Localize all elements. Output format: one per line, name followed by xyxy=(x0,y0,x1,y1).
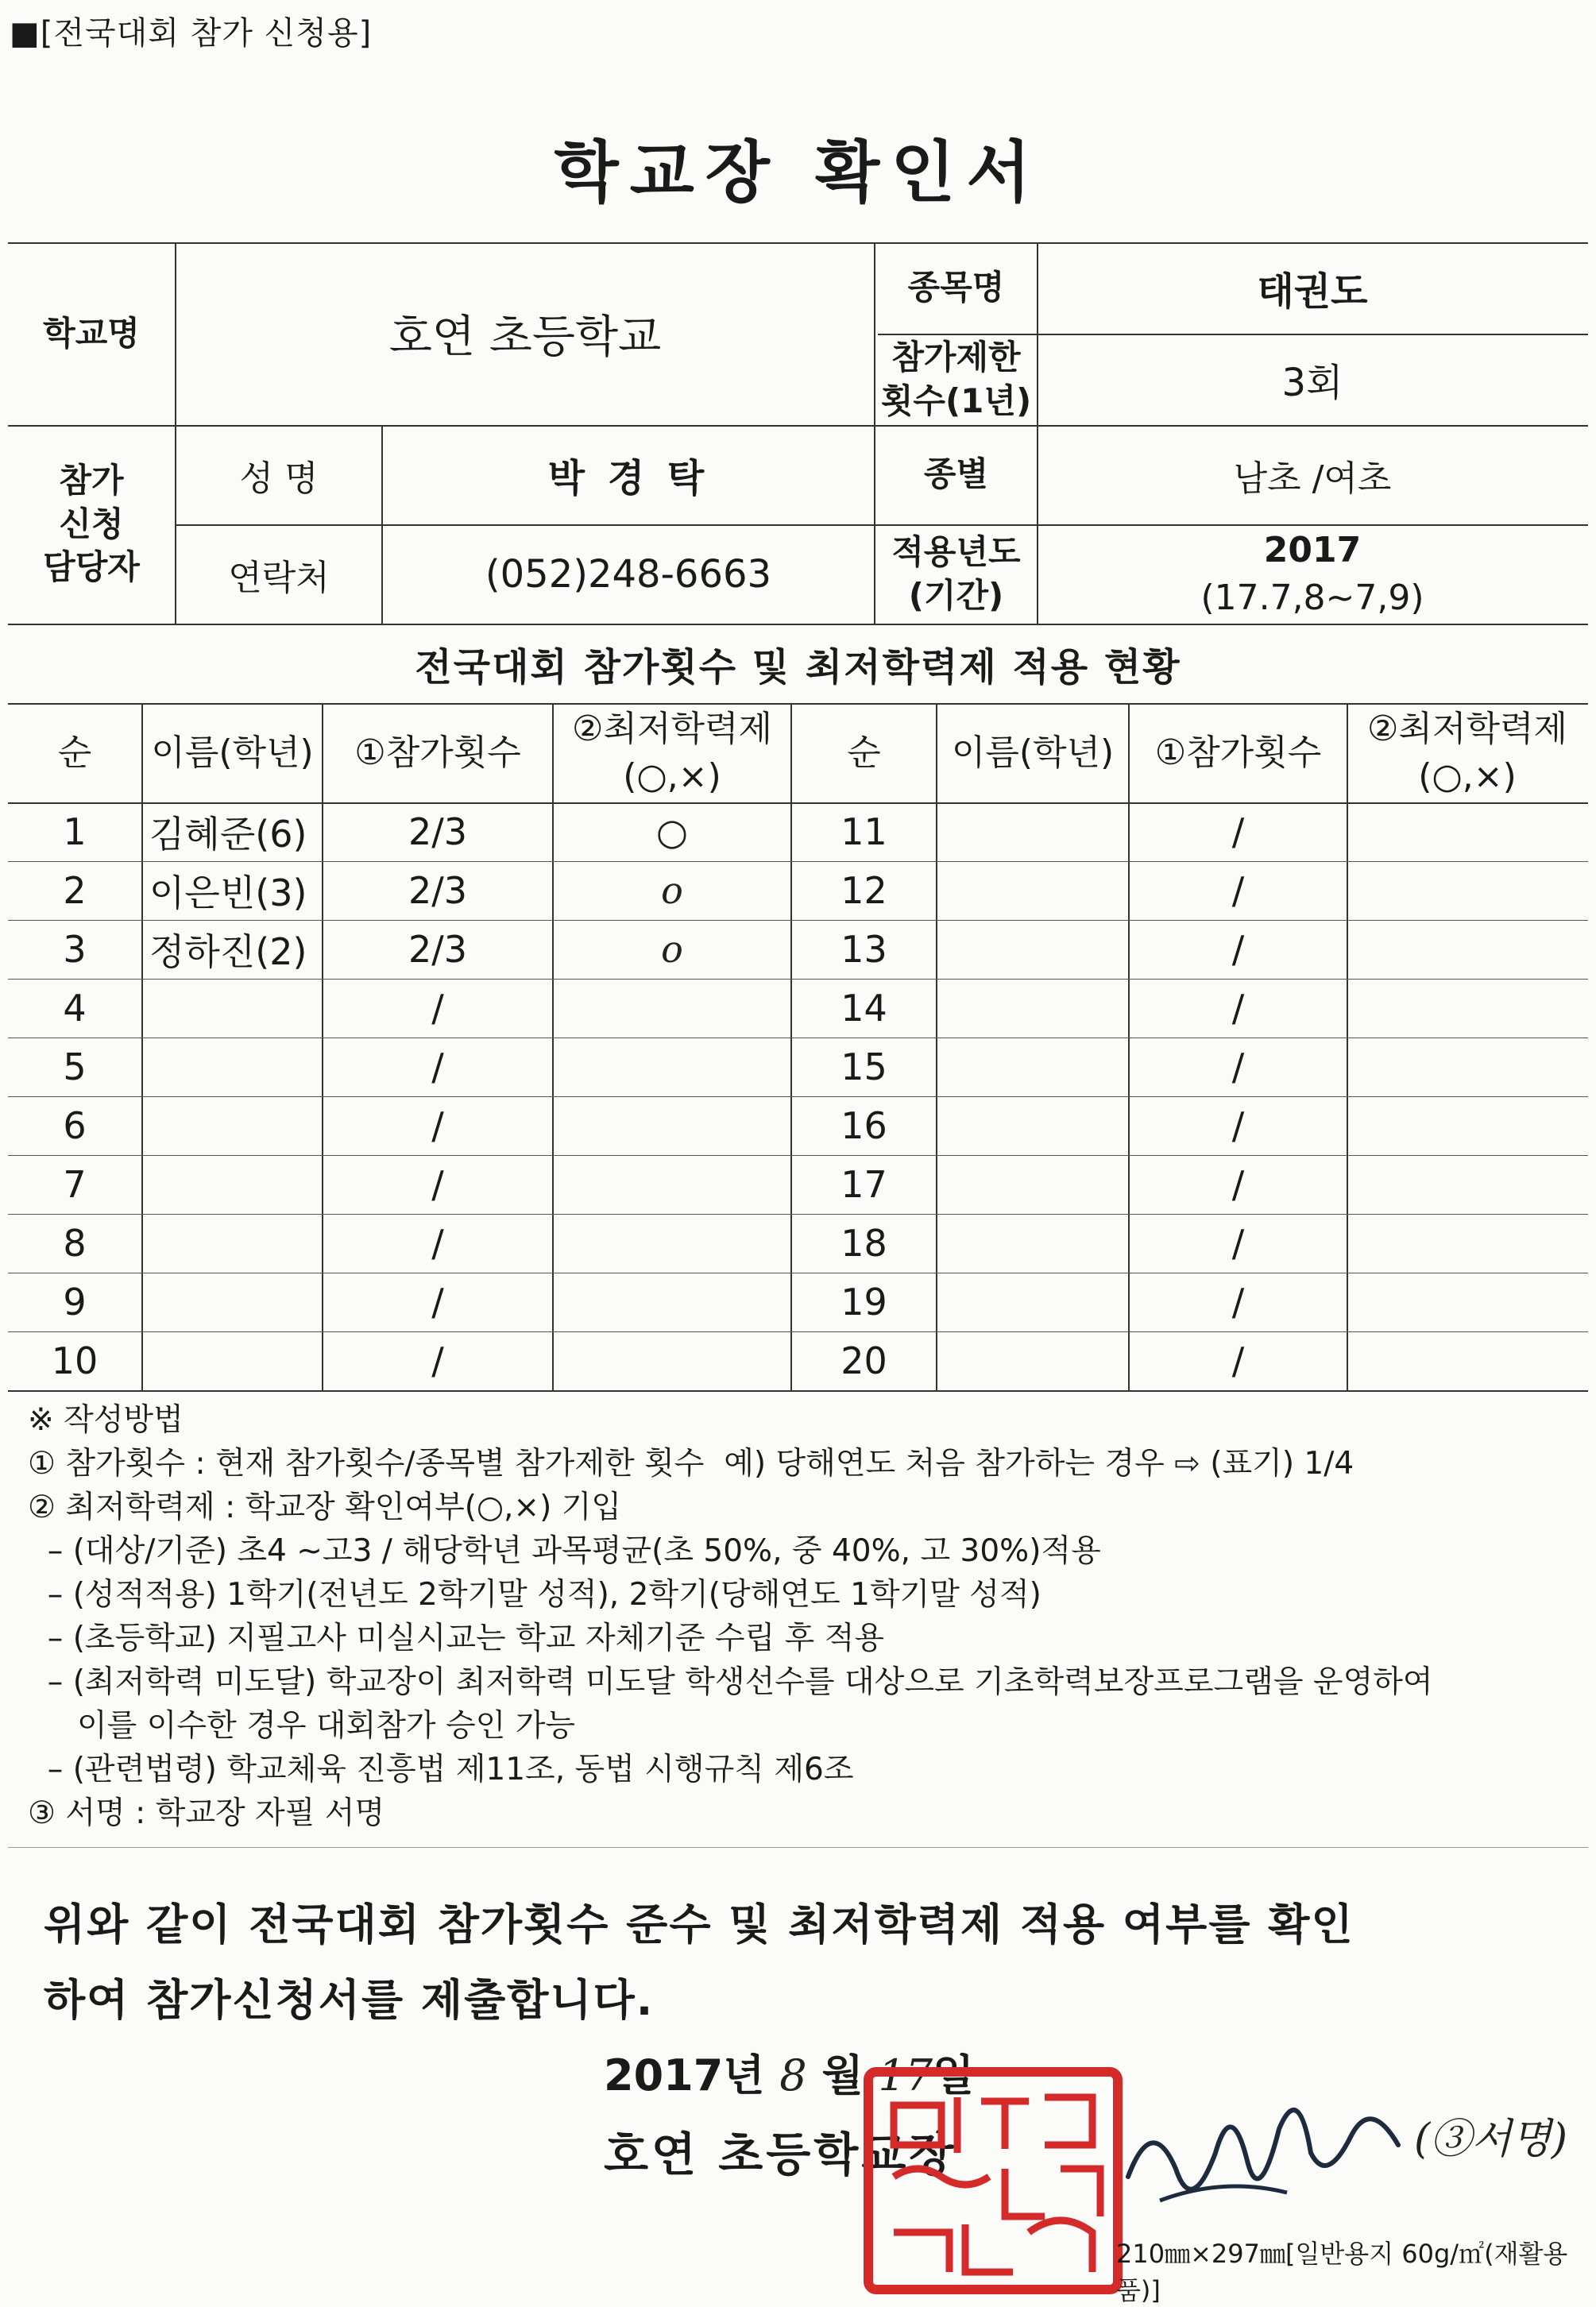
status-table-title: 전국대회 참가횟수 및 최저학력제 적용 현황 xyxy=(415,644,1181,690)
cell-name xyxy=(937,1038,1134,1096)
instruction-line: – (관련법령) 학교체육 진흥법 제11조, 동법 시행규칙 제6조 xyxy=(28,1752,854,1787)
cell-min xyxy=(554,1155,790,1214)
cell-min xyxy=(1348,979,1586,1038)
header-no-2: 순 xyxy=(847,732,881,773)
cell-count: / xyxy=(1231,928,1245,971)
cell-name: 이은빈(3) xyxy=(149,871,307,914)
limit-label: 참가제한 횟수(1년) xyxy=(880,337,1032,420)
cell-name xyxy=(937,979,1134,1038)
header-count: ①참가횟수 xyxy=(354,732,521,773)
cell-min xyxy=(1348,1096,1586,1155)
cell-no: 19 xyxy=(841,1281,887,1324)
cell-min xyxy=(1348,1331,1586,1390)
cell-min xyxy=(1348,1038,1586,1096)
cell-min xyxy=(1348,1273,1586,1331)
event-label: 종목명 xyxy=(907,268,1005,307)
cell-count: / xyxy=(431,1045,444,1088)
person-name-value: 박 경 탁 xyxy=(547,456,709,500)
school-name-label: 학교명 xyxy=(43,313,140,353)
signature-date: 2017년 8 월 17일 xyxy=(604,2050,975,2100)
signature-mark: (③서명) xyxy=(1414,2116,1568,2163)
document-title: 학교장 확인서 xyxy=(554,133,1042,211)
period-value: 2017 (17.7,8~7,9) xyxy=(1200,530,1424,618)
period-label: 적용년도 (기간) xyxy=(891,531,1021,615)
cell-no: 18 xyxy=(841,1222,887,1265)
gender-label: 종별 xyxy=(923,454,989,494)
cell-name xyxy=(143,979,328,1038)
cell-min: o xyxy=(661,928,683,971)
cell-min: ○ xyxy=(655,810,689,853)
cell-no: 1 xyxy=(63,810,87,853)
header-no: 순 xyxy=(57,732,92,773)
cell-count: 2/3 xyxy=(408,869,468,912)
cell-name xyxy=(143,1273,328,1331)
cell-no: 5 xyxy=(63,1045,87,1088)
instruction-line: – (대상/기준) 초4 ~고3 / 해당학년 과목평균(초 50%, 중 40%, 고 30%)적용 xyxy=(28,1533,1101,1569)
person-name-label: 성 명 xyxy=(239,458,319,499)
cell-no: 12 xyxy=(841,869,887,912)
cell-min xyxy=(1348,861,1586,920)
cell-count: 2/3 xyxy=(408,928,468,971)
limit-value: 3회 xyxy=(1281,361,1343,405)
cell-name xyxy=(937,920,1134,979)
contact-label: 연락처 xyxy=(228,557,330,598)
cell-min xyxy=(554,1214,790,1273)
cell-min xyxy=(1348,1155,1586,1214)
header-count-2: ①참가횟수 xyxy=(1154,732,1322,773)
gender-value: 남초 /여초 xyxy=(1233,458,1392,499)
cell-no: 9 xyxy=(63,1281,87,1324)
instruction-line: – (최저학력 미도달) 학교장이 최저학력 미도달 학생선수를 대상으로 기초학력보장프로그램을 운영하여 xyxy=(28,1664,1433,1700)
cell-no: 10 xyxy=(51,1339,99,1382)
cell-count: / xyxy=(1231,1045,1245,1088)
school-seal-stamp xyxy=(862,2065,1124,2296)
cell-count: / xyxy=(431,987,444,1030)
principal-name: 호연 초등학교장 xyxy=(604,2127,957,2181)
cell-no: 16 xyxy=(841,1104,887,1147)
instruction-line: – (초등학교) 지필고사 미실시교는 학교 자체기준 수립 후 적용 xyxy=(28,1621,885,1656)
instructions xyxy=(28,1398,1585,1835)
cell-no: 7 xyxy=(63,1163,87,1206)
cell-name: 김혜준(6) xyxy=(149,813,307,856)
cell-no: 15 xyxy=(841,1045,887,1088)
cell-name xyxy=(937,1273,1134,1331)
cell-count: / xyxy=(431,1163,444,1206)
cell-no: 6 xyxy=(63,1104,87,1147)
cell-no: 20 xyxy=(841,1339,887,1382)
cell-count: / xyxy=(1231,810,1245,853)
cell-no: 8 xyxy=(63,1222,87,1265)
instruction-line: ※ 작성방법 xyxy=(28,1402,184,1438)
cell-count: / xyxy=(431,1104,444,1147)
cell-count: / xyxy=(1231,1104,1245,1147)
paper-spec-footer: 210㎜×297㎜[일반용지 60g/㎡(재활용품)] xyxy=(1116,2239,1568,2305)
cell-count: / xyxy=(1231,1163,1245,1206)
cell-name xyxy=(937,1155,1134,1214)
manager-label: 참가 신청 담당자 xyxy=(43,461,140,587)
handwritten-signature xyxy=(1112,2081,1430,2216)
instruction-line: ① 참가횟수 : 현재 참가횟수/종목별 참가제한 횟수 예) 당해연도 처음 참가하는 경우 ⇨ (표기) 1/4 xyxy=(28,1446,1354,1482)
cell-count: / xyxy=(1231,1222,1245,1265)
cell-no: 17 xyxy=(841,1163,887,1206)
cell-name xyxy=(143,1331,328,1390)
cell-min xyxy=(1348,920,1586,979)
cell-min xyxy=(554,1273,790,1331)
cell-name xyxy=(143,1096,328,1155)
cell-name xyxy=(143,1038,328,1096)
cell-no: 2 xyxy=(63,869,87,912)
cell-count: / xyxy=(431,1339,444,1382)
contact-value: (052)248-6663 xyxy=(485,551,772,597)
form-type-tag: ■[전국대회 참가 신청용] xyxy=(10,15,373,52)
cell-min xyxy=(554,979,790,1038)
instruction-line: 이를 이수한 경우 대회참가 승인 가능 xyxy=(28,1708,576,1744)
cell-no: 3 xyxy=(63,928,87,971)
cell-count: / xyxy=(1231,869,1245,912)
cell-min: o xyxy=(661,869,683,912)
confirmation-text: 위와 같이 전국대회 참가횟수 준수 및 최저학력제 적용 여부를 확인 하여 참가신청서를 제출합니다. xyxy=(44,1899,1354,2025)
instruction-line: ② 최저학력제 : 학교장 확인여부(○,×) 기입 xyxy=(28,1490,622,1525)
cell-no: 13 xyxy=(841,928,887,971)
cell-count: / xyxy=(1231,1339,1245,1382)
cell-name xyxy=(937,1331,1134,1390)
header-name: 이름(학년) xyxy=(151,732,314,773)
cell-count: / xyxy=(431,1222,444,1265)
cell-name xyxy=(937,1214,1134,1273)
cell-min xyxy=(554,1331,790,1390)
instruction-line: – (성적적용) 1학기(전년도 2학기말 성적), 2학기(당해연도 1학기말 성적) xyxy=(28,1577,1041,1613)
cell-count: / xyxy=(1231,1281,1245,1324)
cell-min xyxy=(554,1038,790,1096)
cell-name: 정하진(2) xyxy=(149,930,307,973)
cell-count: / xyxy=(431,1281,444,1324)
cell-count: / xyxy=(1231,987,1245,1030)
school-name-value: 호연 초등학교 xyxy=(388,311,662,363)
cell-name xyxy=(937,861,1134,920)
cell-min xyxy=(1348,1214,1586,1273)
cell-name xyxy=(937,802,1134,861)
cell-min xyxy=(554,1096,790,1155)
cell-no: 14 xyxy=(841,987,887,1030)
header-min-2: ②최저학력제 (○,×) xyxy=(1367,709,1567,797)
instruction-line: ③ 서명 : 학교장 자필 서명 xyxy=(28,1795,385,1831)
cell-name xyxy=(143,1214,328,1273)
cell-count: 2/3 xyxy=(408,810,468,853)
event-value: 태권도 xyxy=(1257,269,1368,314)
cell-name xyxy=(143,1155,328,1214)
cell-no: 4 xyxy=(63,987,87,1030)
header-name-2: 이름(학년) xyxy=(951,732,1115,773)
cell-min xyxy=(1348,802,1586,861)
cell-name xyxy=(937,1096,1134,1155)
cell-no: 11 xyxy=(841,810,887,853)
header-min: ②최저학력제 (○,×) xyxy=(572,709,772,797)
